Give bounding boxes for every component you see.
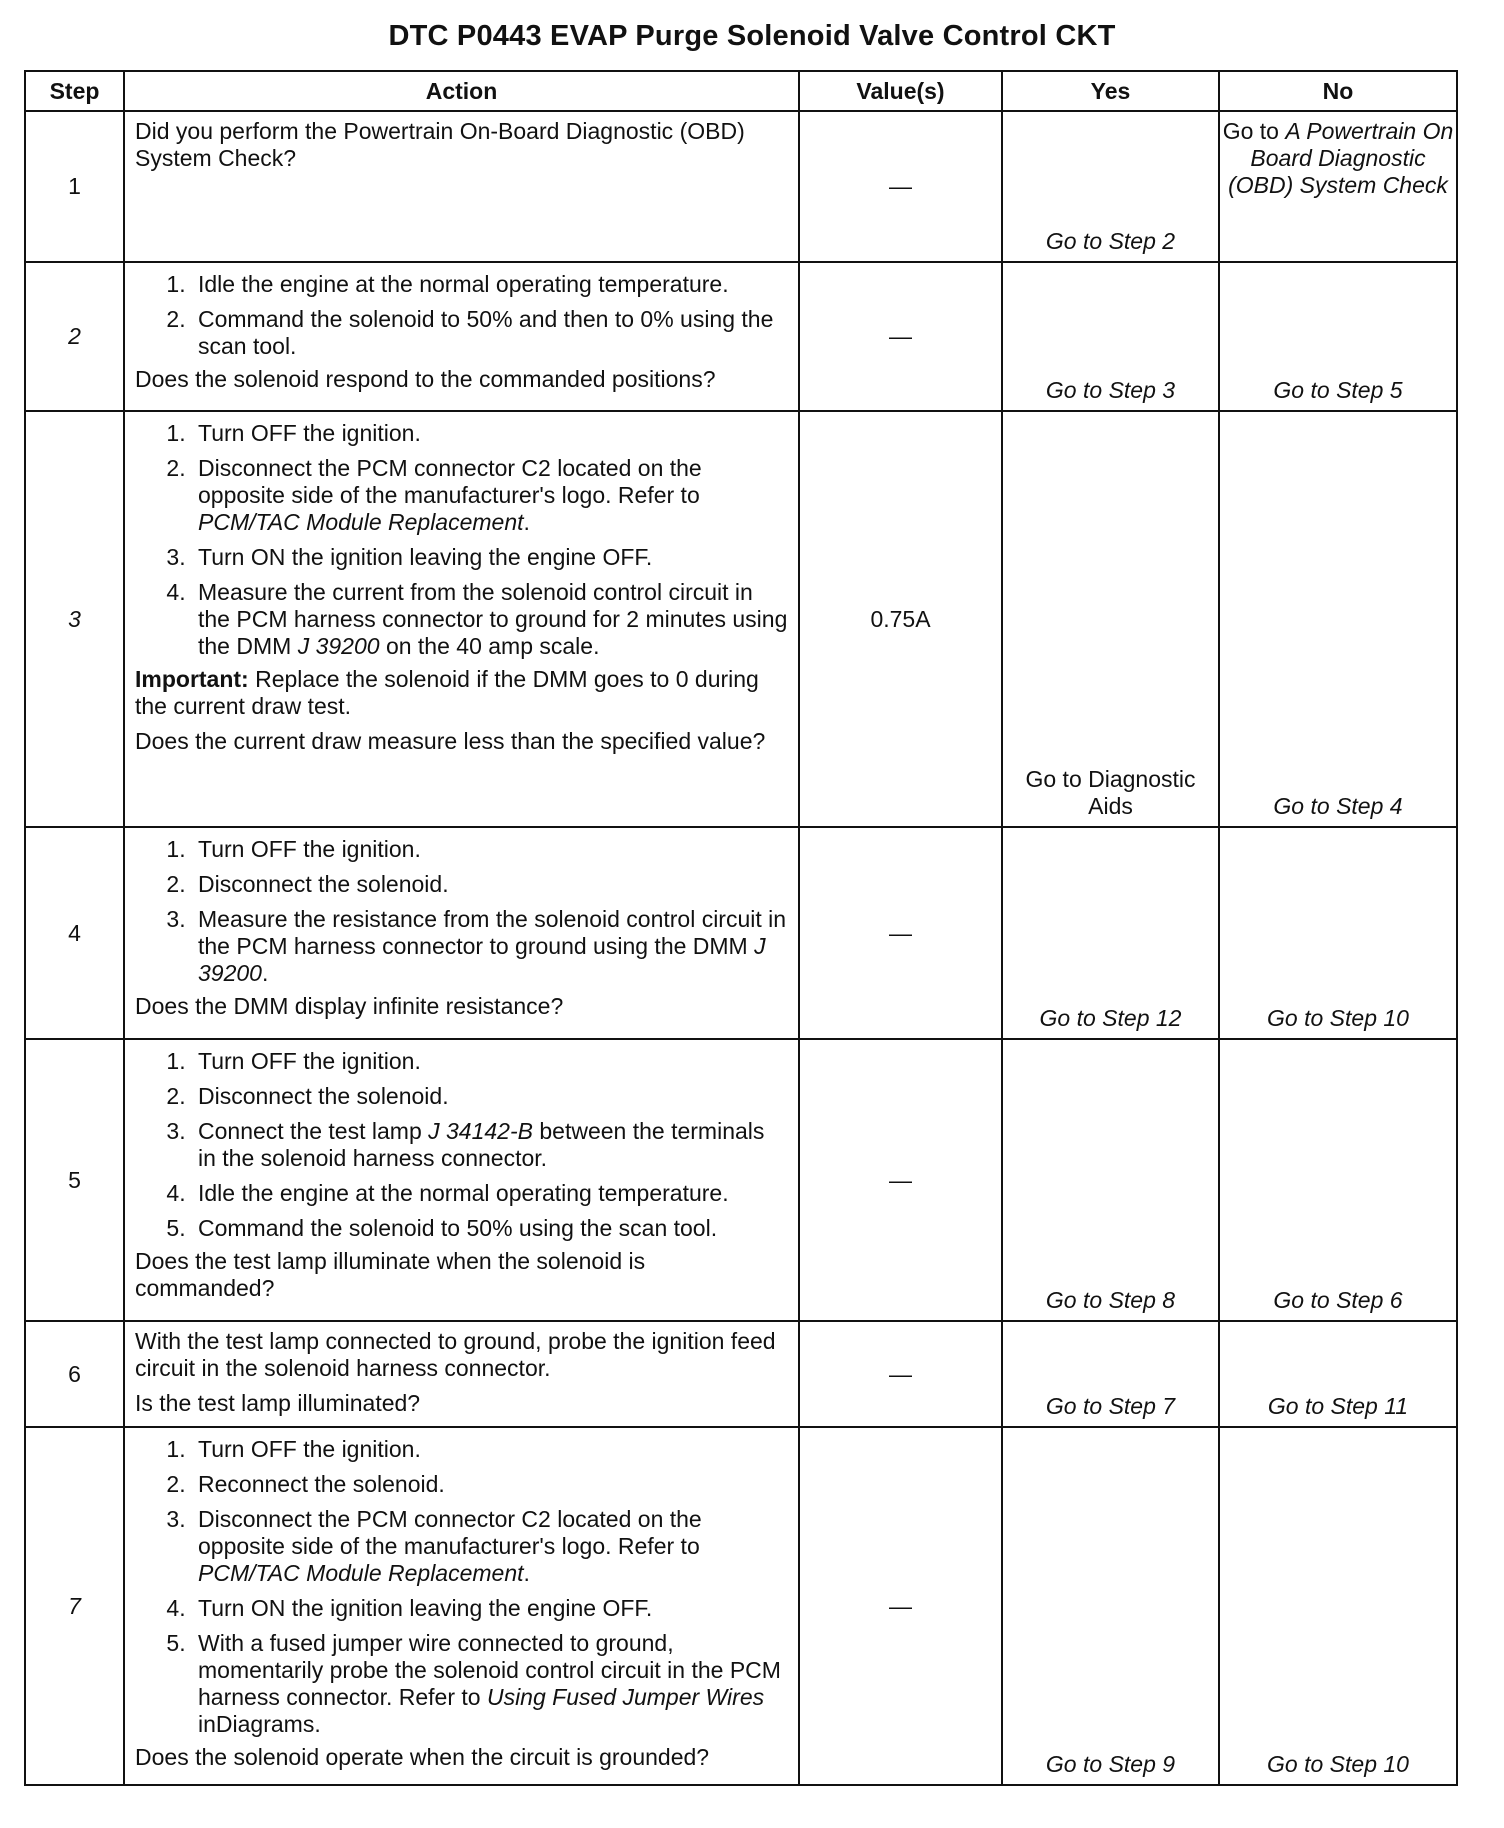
table-row xyxy=(25,1321,1457,1427)
table-row xyxy=(25,1427,1457,1785)
step-number-text: 4 xyxy=(68,919,81,946)
table-row xyxy=(25,262,1457,411)
action-step-item: 2. Command the solenoid to 50% and then to 0% using the scan tool. xyxy=(192,306,788,360)
no-link[interactable]: A Powertrain On Board Diagnostic (OBD) System Check xyxy=(1228,118,1454,198)
action-step-text: Connect the test lamp xyxy=(198,1118,422,1144)
reference-link[interactable]: PCM/TAC Module Replacement xyxy=(198,1560,524,1586)
step-number xyxy=(25,262,124,411)
reference-link[interactable]: Using Fused Jumper Wires xyxy=(486,1684,765,1710)
table-row xyxy=(25,411,1457,827)
action-step-item: 1. Idle the engine at the normal operating temperature. xyxy=(192,271,788,298)
header-values: Value(s) xyxy=(799,71,1002,111)
value-cell: — xyxy=(799,827,1002,1039)
no-link[interactable]: Go to Step 6 xyxy=(1273,1287,1403,1313)
value-cell: — xyxy=(799,1039,1002,1321)
step-number xyxy=(25,1321,124,1427)
yes-cell xyxy=(1002,262,1219,411)
step-number xyxy=(25,1039,124,1321)
action-step-text: between the terminals in the solenoid harness connector. xyxy=(198,1118,765,1171)
action-question: Does the DMM display infinite resistance? xyxy=(135,993,564,1019)
important-text: Replace the solenoid if the DMM goes to 0 during the current draw test. xyxy=(135,666,759,719)
yes-link[interactable]: Go to Step 12 xyxy=(1039,1005,1182,1031)
yes-cell xyxy=(1002,111,1219,262)
reference-link[interactable]: PCM/TAC Module Replacement xyxy=(198,509,524,535)
action-step-item: 4. Idle the engine at the normal operating temperature. xyxy=(192,1180,788,1207)
no-cell xyxy=(1219,111,1457,262)
table-row xyxy=(25,827,1457,1039)
step-number-text: 1 xyxy=(68,173,81,199)
action-step-text: Disconnect the PCM connector C2 located on the opposite side of the manufacturer's logo. Refer to xyxy=(198,455,702,508)
action-cell xyxy=(124,111,799,262)
action-cell xyxy=(124,411,799,827)
no-link[interactable]: Go to Step 11 xyxy=(1267,1393,1409,1419)
yes-link[interactable]: Go to Step 7 xyxy=(1045,1393,1176,1419)
action-step-item: 2. Reconnect the solenoid. xyxy=(192,1471,788,1498)
action-step-item: 1. Turn OFF the ignition. xyxy=(192,420,788,447)
action-text: With the test lamp connected to ground, probe the ignition feed circuit in the solenoid harness connector. xyxy=(135,1328,776,1381)
action-step-text: Measure the current from the solenoid control circuit in the PCM harness connector to ground for 2 minutes using the DMM xyxy=(198,579,788,659)
no-cell xyxy=(1219,827,1457,1039)
action-step-item: 3. Disconnect the PCM connector C2 located on the opposite side of the manufacturer's logo. Refer to PCM/TAC Module Replacement. xyxy=(192,1506,788,1587)
action-step-item xyxy=(192,579,788,660)
value-cell: — xyxy=(799,111,1002,262)
header-yes: Yes xyxy=(1002,71,1219,111)
step-number xyxy=(25,411,124,827)
no-link[interactable]: Go to Step 10 xyxy=(1267,1005,1409,1031)
no-prefix: Go to xyxy=(1222,118,1279,144)
action-steps xyxy=(135,836,788,987)
action-cell xyxy=(124,1427,799,1785)
action-step-text: in xyxy=(198,1711,216,1737)
no-link[interactable]: Go to Step 4 xyxy=(1273,793,1403,819)
page-title: DTC P0443 EVAP Purge Solenoid Valve Control CKT xyxy=(388,20,1116,52)
tool-reference: J 39200 xyxy=(198,933,766,986)
header-action: Action xyxy=(124,71,799,111)
action-step-text: With a fused jumper wire connected to ground, momentarily probe the solenoid control circuit in the PCM harness connector. Refer to xyxy=(198,1630,781,1710)
action-steps xyxy=(135,1048,788,1242)
yes-link[interactable]: Go to Step 9 xyxy=(1045,1751,1176,1777)
action-step-item: 4. Turn ON the ignition leaving the engine OFF. xyxy=(192,1595,788,1622)
step-number xyxy=(25,1427,124,1785)
yes-link[interactable]: Go to Step 8 xyxy=(1045,1287,1176,1313)
no-cell xyxy=(1219,262,1457,411)
yes-cell xyxy=(1002,1039,1219,1321)
action-step-item: 5. With a fused jumper wire connected to ground, momentarily probe the solenoid control circuit in the PCM harness connector. Refer to Using Fused Jumper Wires inDiagrams. xyxy=(192,1630,788,1738)
action-step-item xyxy=(192,1118,788,1172)
step-number-text: 5 xyxy=(68,1166,81,1193)
action-step-item: 1. Turn OFF the ignition. xyxy=(192,1048,788,1075)
yes-link[interactable]: Go to Step 2 xyxy=(1045,228,1176,254)
action-step-item: 2. Disconnect the solenoid. xyxy=(192,871,788,898)
yes-link[interactable]: Go to Diagnostic Aids xyxy=(1025,766,1196,819)
action-question: Is the test lamp illuminated? xyxy=(135,1390,421,1416)
no-cell xyxy=(1219,411,1457,827)
yes-cell xyxy=(1002,1321,1219,1427)
action-step-text: Measure the resistance from the solenoid control circuit in the PCM harness connector to ground using the DMM xyxy=(198,906,787,959)
action-steps xyxy=(135,271,788,360)
no-cell xyxy=(1219,1321,1457,1427)
step-number-text: 6 xyxy=(68,1360,81,1387)
action-step-text: on the 40 amp scale. xyxy=(385,633,600,659)
no-link[interactable]: Go to Step 5 xyxy=(1273,377,1403,403)
step-number xyxy=(25,111,124,262)
yes-cell xyxy=(1002,827,1219,1039)
value-cell: 0.75A xyxy=(799,411,1002,827)
action-step-item: 1. Turn OFF the ignition. xyxy=(192,1436,788,1463)
action-steps xyxy=(135,420,788,660)
diagnostic-table xyxy=(24,70,1458,1786)
action-step-item: 3. Turn ON the ignition leaving the engine OFF. xyxy=(192,544,788,571)
tool-reference: J 34142-B xyxy=(428,1118,533,1144)
no-cell xyxy=(1219,1427,1457,1785)
action-steps xyxy=(135,1436,788,1738)
no-cell xyxy=(1219,1039,1457,1321)
table-row xyxy=(25,111,1457,262)
action-step-item: 2. Disconnect the solenoid. xyxy=(192,1083,788,1110)
yes-cell xyxy=(1002,411,1219,827)
action-question: Does the test lamp illuminate when the solenoid is commanded? xyxy=(135,1248,646,1301)
action-cell xyxy=(124,1039,799,1321)
action-question: Did you perform the Powertrain On-Board Diagnostic (OBD) System Check? xyxy=(135,118,745,171)
action-step-item: 1. Turn OFF the ignition. xyxy=(192,836,788,863)
action-question: Does the solenoid respond to the commanded positions? xyxy=(135,366,716,392)
action-step-item: 5. Command the solenoid to 50% using the scan tool. xyxy=(192,1215,788,1242)
action-question: Does the current draw measure less than the specified value? xyxy=(135,728,766,754)
step-number-text: 2 xyxy=(68,323,81,349)
action-step-item: 3. Measure the resistance from the solenoid control circuit in the PCM harness connector to ground using the DMM J 39200. xyxy=(192,906,788,987)
header-no: No xyxy=(1219,71,1457,111)
yes-cell xyxy=(1002,1427,1219,1785)
tool-reference: J 39200 xyxy=(297,633,380,659)
header-step: Step xyxy=(25,71,124,111)
step-number xyxy=(25,827,124,1039)
action-cell xyxy=(124,827,799,1039)
table-row xyxy=(25,1039,1457,1321)
action-question: Does the solenoid operate when the circuit is grounded? xyxy=(135,1744,710,1770)
action-step-item: 2. Disconnect the PCM connector C2 located on the opposite side of the manufacturer's logo. Refer to PCM/TAC Module Replacement. xyxy=(192,455,788,536)
important-note xyxy=(135,666,788,720)
no-link[interactable]: Go to Step 10 xyxy=(1267,1751,1409,1777)
important-label: Important: xyxy=(135,666,249,692)
action-cell xyxy=(124,1321,799,1427)
step-number-text: 3 xyxy=(68,605,81,632)
yes-link[interactable]: Go to Step 3 xyxy=(1045,377,1176,403)
action-cell xyxy=(124,262,799,411)
reference-link[interactable]: Diagrams xyxy=(215,1711,315,1737)
step-number-text: 7 xyxy=(68,1592,81,1619)
value-cell: — xyxy=(799,1427,1002,1785)
value-cell: — xyxy=(799,262,1002,411)
value-cell: — xyxy=(799,1321,1002,1427)
table-header-row xyxy=(25,71,1457,111)
action-step-text: Disconnect the PCM connector C2 located on the opposite side of the manufacturer's logo. Refer to xyxy=(198,1506,702,1559)
